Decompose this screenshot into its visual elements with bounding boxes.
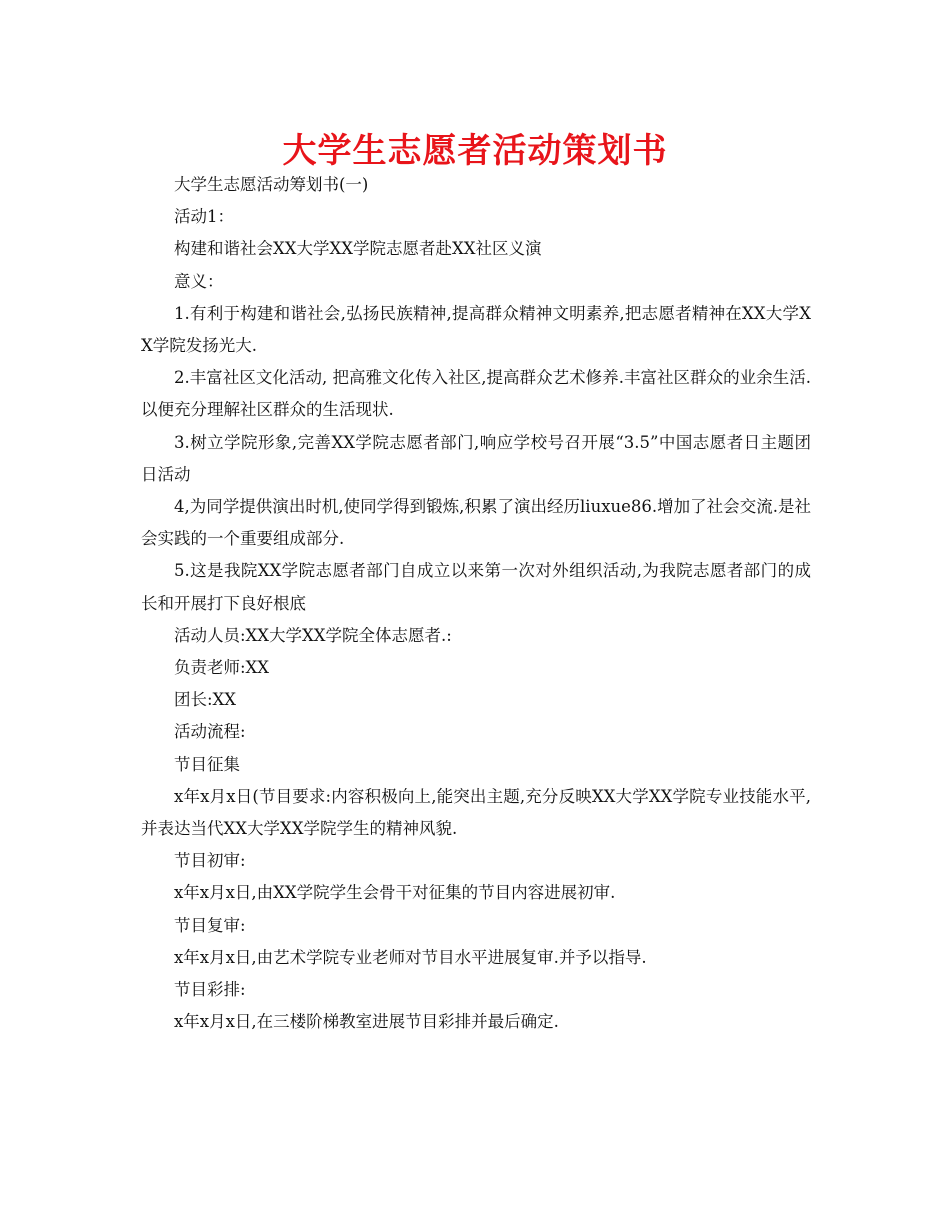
paragraph-second-review-detail: x年x月x日,由艺术学院专业老师对节目水平进展复审.并予以指导. [174,947,647,967]
paragraph-first-review-heading: 节目初审: [174,851,246,871]
paragraph-meaning-5: 5.这是我院XX学院志愿者部门自成立以来第一次对外组织活动,为我院志愿者部门的成长和开展打下良好根底 [141,561,811,613]
paragraph-meaning-heading: 意义： [174,271,224,291]
paragraph-teacher: 负责老师:XX [174,658,270,678]
paragraph-subtitle: 大学生志愿活动筹划书(一) [174,175,369,194]
paragraph-rehearsal-heading: 节目彩排: [174,980,246,1000]
paragraph-activity-name: 构建和谐社会XX大学XX学院志愿者赴XX社区义演 [174,239,542,259]
paragraph-collection-detail: x年x月x日(节目要求:内容积极向上,能突出主题,充分反映XX大学XX学院专业技能水平,并表达当代XX大学XX学院学生的精神风貌. [141,786,811,839]
paragraph-leader: 团长:XX [174,690,237,710]
paragraph-meaning-1: 1.有利于构建和谐社会,弘扬民族精神,提高群众精神文明素养,把志愿者精神在XX大学XX学院发扬光大. [141,303,811,356]
paragraph-rehearsal-detail: x年x月x日,在三楼阶梯教室进展节目彩排并最后确定. [174,1012,559,1032]
paragraph-meaning-4: 4,为同学提供演出时机,使同学得到锻炼,积累了演出经历liuxue86.增加了社会交流.是社会实践的一个重要组成部分. [141,497,811,549]
document-body [141,169,811,1038]
paragraph-first-review-detail: x年x月x日,由XX学院学生会骨干对征集的节目内容进展初审. [174,883,616,903]
paragraph-participants: 活动人员:XX大学XX学院全体志愿者.: [174,625,452,645]
document-title: 大学生志愿者活动策划书 [282,131,668,171]
paragraph-process-heading: 活动流程: [174,722,246,742]
paragraph-activity-heading: 活动1： [174,207,234,227]
paragraph-meaning-3: 3.树立学院形象,完善XX学院志愿者部门,响应学校号召开展“3.5”中国志愿者日主题团日活动 [141,432,811,484]
paragraph-second-review-heading: 节目复审: [174,915,246,935]
paragraph-collection-heading: 节目征集 [174,754,240,774]
paragraph-meaning-2: 2.丰富社区文化活动, 把高雅文化传入社区,提高群众艺术修养.丰富社区群众的业余生活.以便充分理解社区群众的生活现状. [141,368,811,420]
